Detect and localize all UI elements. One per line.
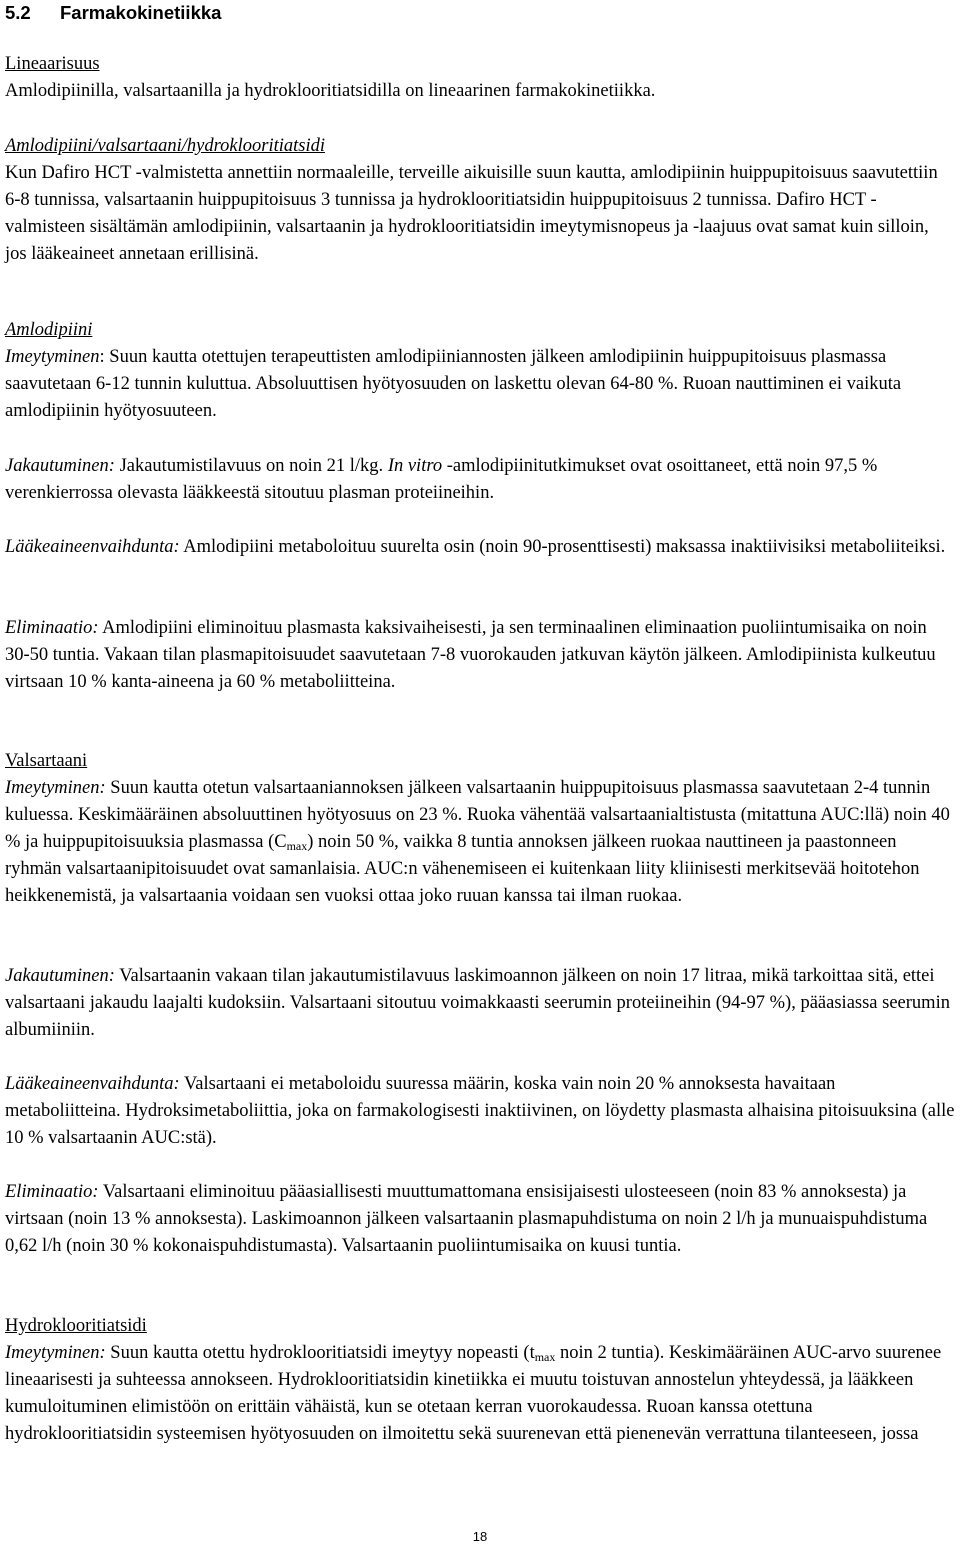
valsartan-elimination-text: Eliminaatio: Valsartaani eliminoituu pääasiallisesti muuttumattomana ensisijaisesti ulosteeseen (noin 83 % annoksesta) ja virtsaan (noin 13 % annoksesta). Laskimoannon jälkeen valsartaanin plasmapuhdistuma on noin 2 l/h ja munuaispuhdistuma 0,62 l/h (noin 30 % kokonaispuhdistumasta). Valsartaanin puoliintumisaika on kuusi tuntia.	[5, 1182, 928, 1256]
amlodipine-absorption-label: Imeytyminen	[5, 347, 100, 367]
valsartan-absorption-block	[5, 748, 955, 910]
valsartan-heading: Valsartaani	[5, 751, 88, 771]
combination-text: Kun Dafiro HCT -valmistetta annettiin normaaleille, terveille aikuisille suun kautta, amlodipiinin huippupitoisuus saavutettiin 6-8 tunnissa, valsartaanin huippupitoisuus 3 tunnissa ja hydroklooritiatsidin huippupitoisuus 2 tunnissa. Dafiro HCT -valmisteen sisältämän amlodipiinin, valsartaanin ja hydroklooritiatsidin imeytymisnopeus ja -laajuus ovat samat kuin silloin, jos lääkeaineet annetaan erillisinä.	[5, 163, 938, 264]
hctz-absorption-block	[5, 1313, 955, 1448]
amlodipine-absorption-text: Imeytyminen: Suun kautta otettujen terapeuttisten amlodipiiniannosten jälkeen amlodipiinin huippupitoisuus plasmassa saavutetaan 6-12 tunnin kuluttua. Absoluuttisen hyötyosuuden on laskettu olevan 64-80 %. Ruoan nauttiminen ei vaikuta amlodipiinin hyötyosuuteen.	[5, 347, 902, 421]
linearity-block	[5, 51, 955, 105]
amlodipine-elimination-text: Eliminaatio: Amlodipiini eliminoituu plasmasta kaksivaiheisesti, ja sen terminaalinen eliminaation puoliintumisaika on noin 30-50 tuntia. Vakaan tilan plasmapitoisuudet saavutetaan 7-8 vuorokauden jatkuvan käytön jälkeen. Amlodipiinista kulkeutuu virtsaan 10 % kanta-aineena ja 60 % metaboliitteina.	[5, 618, 936, 692]
amlodipine-heading: Amlodipiini	[5, 320, 93, 340]
linearity-heading: Lineaarisuus	[5, 54, 100, 74]
section-title: Farmakokinetiikka	[60, 2, 222, 23]
section-number: 5.2	[5, 2, 31, 23]
section-heading	[5, 0, 221, 26]
valsartan-metabolism-block	[5, 1071, 955, 1152]
valsartan-metabolism-text: Lääkeaineenvaihdunta: Valsartaani ei metaboloidu suuressa määrin, koska vain noin 20 % annoksesta havaitaan metaboliitteina. Hydroksimetaboliittia, joka on farmakologisesti inaktiivinen, on löydetty plasmasta alhaisina pitoisuuksina (alle 10 % valsartaanin AUC:stä).	[5, 1074, 955, 1148]
amlodipine-distribution-block	[5, 453, 955, 507]
amlodipine-distribution-label: Jakautuminen:	[5, 456, 115, 476]
valsartan-elimination-label: Eliminaatio:	[5, 1182, 99, 1202]
amlodipine-elimination-label: Eliminaatio:	[5, 618, 99, 638]
amlodipine-distribution-text: Jakautuminen: Jakautumistilavuus on noin 21 l/kg. In vitro -amlodipiinitutkimukset ovat osoittaneet, että noin 97,5 % verenkierrossa olevasta lääkkeestä sitoutuu plasman proteiineihin.	[5, 456, 878, 503]
valsartan-metabolism-label: Lääkeaineenvaihdunta:	[5, 1074, 180, 1094]
valsartan-absorption-label: Imeytyminen:	[5, 778, 106, 798]
amlodipine-metabolism-label: Lääkeaineenvaihdunta:	[5, 537, 180, 557]
valsartan-absorption-text: Imeytyminen: Suun kautta otetun valsartaaniannoksen jälkeen valsartaanin huippupitoisuus plasmassa saavutetaan 2-4 tunnin kuluessa. Keskimääräinen absoluuttinen hyötyosuus on 23 %. Ruoka vähentää valsartaanialtistusta (mitattuna AUC:llä) noin 40 % ja huippupitoisuuksia plasmassa $(C_{max})$ noin 50 %, vaikka 8 tuntia annoksen jälkeen ruokaa nauttineen ja paastonneen ryhmän valsartaanipitoisuudet ovat samanlaisia. AUC:n vähenemiseen ei kuitenkaan liity kliinisesti merkitsevää hoitotehon heikkenemistä, ja valsartaania voidaan sen vuoksi ottaa joko ruuan kanssa tai ilman ruokaa.	[5, 778, 950, 906]
hctz-heading: Hydroklooritiatsidi	[5, 1316, 147, 1336]
hctz-absorption-label: Imeytyminen:	[5, 1343, 106, 1363]
amlodipine-absorption-block	[5, 317, 955, 425]
amlodipine-metabolism-block	[5, 534, 955, 561]
combination-block	[5, 133, 955, 268]
valsartan-elimination-block	[5, 1179, 955, 1260]
amlodipine-elimination-block	[5, 615, 955, 696]
combination-heading: Amlodipiini/valsartaani/hydroklooritiatsidi	[5, 136, 325, 156]
valsartan-distribution-block	[5, 963, 955, 1044]
valsartan-distribution-text: Jakautuminen: Valsartaanin vakaan tilan jakautumistilavuus laskimoannon jälkeen on noin 17 litraa, mikä tarkoittaa sitä, ettei valsartaani jakaudu laajalti kudoksiin. Valsartaani sitoutuu voimakkaasti seerumin proteiineihin (94-97 %), pääasiassa seerumin albumiiniin.	[5, 966, 950, 1040]
linearity-text: Amlodipiinilla, valsartaanilla ja hydroklooritiatsidilla on lineaarinen farmakokinetiikka.	[5, 81, 656, 101]
page-number: 18	[472, 1529, 488, 1544]
amlodipine-metabolism-text: Lääkeaineenvaihdunta: Amlodipiini metaboloituu suurelta osin (noin 90-prosenttisesti) maksassa inaktiivisiksi metaboliiteiksi.	[5, 537, 946, 557]
hctz-absorption-text: Imeytyminen: Suun kautta otettu hydroklooritiatsidi imeytyy nopeasti ($t_{max}$ noin 2 tuntia). Keskimääräinen AUC-arvo suurenee lineaarisesti ja suhteessa annokseen. Hydroklooritiatsidin kinetiikka ei muutu toistuvan annostelun yhteydessä, ja lääkkeen kumuloituminen elimistöön on erittäin vähäistä, kun se otetaan kerran vuorokaudessa. Ruoan kanssa otettuna hydroklooritiatsidin systeemisen hyötyosuuden on ilmoitettu sekä suurenevan että pienenevän verrattuna tilanteeseen, jossa	[5, 1343, 942, 1444]
valsartan-distribution-label: Jakautuminen:	[5, 966, 115, 986]
